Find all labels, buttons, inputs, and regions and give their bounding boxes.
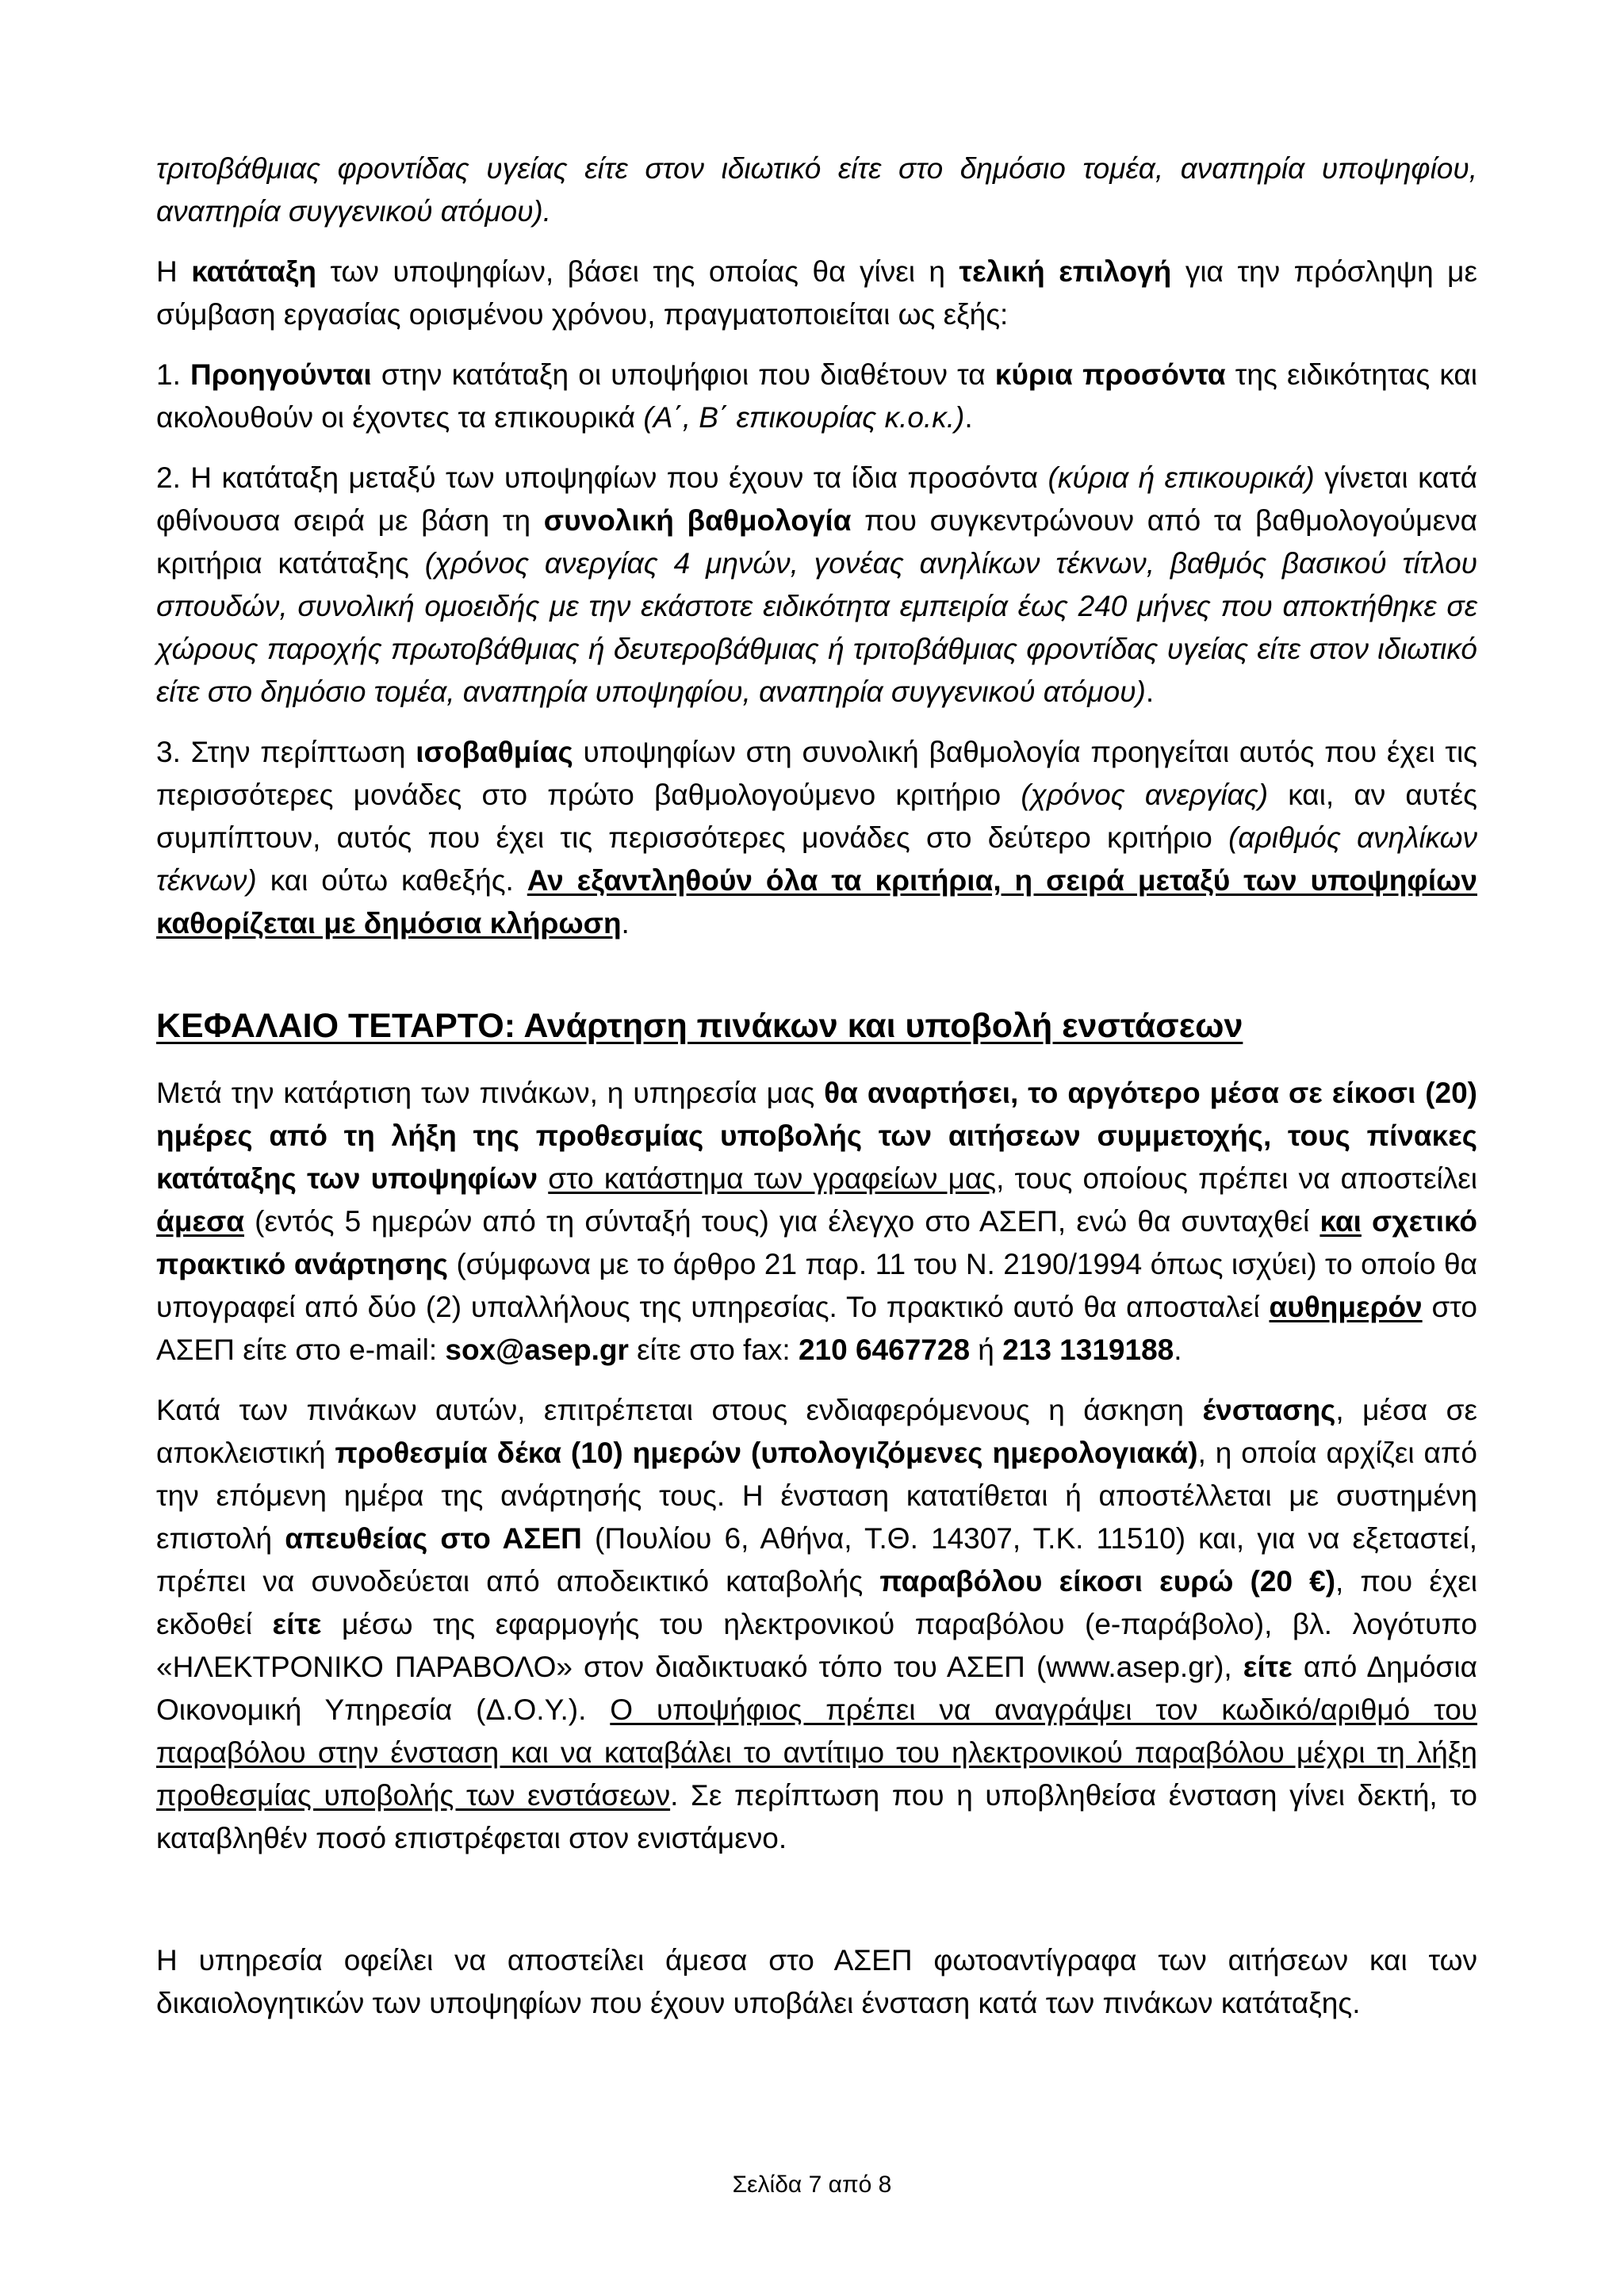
fax-number-1: 210 6467728: [798, 1334, 971, 1366]
fax-number-2: 213 1319188: [1002, 1334, 1174, 1366]
email-address: sox@asep.gr: [445, 1334, 629, 1366]
paragraph-objection: Κατά των πινάκων αυτών, επιτρέπεται στους ενδιαφερόμενους η άσκηση ένστασης, μέσα σε αποκλειστική προθεσμία δέκα (10) ημερών (υπολογιζόμενες ημερολογιακά), η οποία αρχίζει από την επόμενη ημέρα της ανάρτησής τους. Η ένσταση κατατίθεται ή αποστέλλεται με συστημένη επιστολή απευθείας στο ΑΣΕΠ (Πουλίου 6, Αθήνα, Τ.Θ. 14307, Τ.Κ. 11510) και, για να εξεταστεί, πρέπει να συνοδεύεται από αποδεικτικό καταβολής παραβόλου είκοσι ευρώ (20 €), που έχει εκδοθεί είτε μέσω της εφαρμογής του ηλεκτρονικού παραβόλου (e-παράβολο), βλ. λογότυπο «ΗΛΕΚΤΡΟΝΙΚΟ ΠΑΡΑΒΟΛΟ» στον διαδικτυακό τόπο του ΑΣΕΠ (www.asep.gr), είτε από Δημόσια Οικονομική Υπηρεσία (Δ.Ο.Υ.). Ο υποψήφιος πρέπει να αναγράψει τον κωδικό/αριθμό του παραβόλου στην ένσταση και να καταβάλει το αντίτιμο του ηλεκτρονικού παραβόλου μέχρι τη λήξη προθεσμίας υποβολής των ενστάσεων. Σε περίπτωση που η υποβληθείσα ένσταση γίνει δεκτή, το καταβληθέν ποσό επιστρέφεται στον ενιστάμενο.: [156, 1394, 1478, 1854]
paragraph-closing: Η υπηρεσία οφείλει να αποστείλει άμεσα στο ΑΣΕΠ φωτοαντίγραφα των αιτήσεων και των δικαιολογητικών των υποψηφίων που έχουν υποβάλει ένσταση κατά των πινάκων κατάταξης.: [156, 1944, 1477, 2019]
page-number: Σελίδα 7 από 8: [732, 2172, 892, 2198]
chapter-heading: ΚΕΦΑΛΑΙΟ ΤΕΤΑΡΤΟ: Ανάρτηση πινάκων και υποβολή ενστάσεων: [156, 1007, 1243, 1045]
paragraph-rule-1: 1. Προηγούνται στην κατάταξη οι υποψήφιοι που διαθέτουν τα κύρια προσόντα της ειδικότητας και ακολουθούν οι έχοντες τα επικουρικά (Α΄, Β΄ επικουρίας κ.ο.κ.).: [156, 358, 1477, 434]
document-page: [156, 147, 1477, 2025]
paragraph-rule-2: 2. Η κατάταξη μεταξύ των υποψηφίων που έχουν τα ίδια προσόντα (κύρια ή επικουρικά) γίνεται κατά φθίνουσα σειρά με βάση τη συνολική βαθμολογία που συγκεντρώνουν από τα βαθμολογούμενα κριτήρια κατάταξης (χρόνος ανεργίας 4 μηνών, γονέας ανηλίκων τέκνων, βαθμός βασικού τίτλου σπουδών, συνολική ομοειδής με την εκάστοτε ειδικότητα εμπειρία έως 240 μήνες που αποκτήθηκε σε χώρους παροχής πρωτοβάθμιας ή δευτεροβάθμιας ή τριτοβάθμιας φροντίδας υγείας είτε στον ιδιωτικό είτε στο δημόσιο τομέα, αναπηρία υποψηφίου, αναπηρία συγγενικού ατόμου).: [156, 461, 1478, 708]
paragraph-posting: Μετά την κατάρτιση των πινάκων, η υπηρεσία μας θα αναρτήσει, το αργότερο μέσα σε είκοσι (20) ημέρες από τη λήξη της προθεσμίας υποβολής των αιτήσεων συμμετοχής, τους πίνακες κατάταξης των υποψηφίων στο κατάστημα των γραφείων μας, τους οποίους πρέπει να αποστείλει άμεσα (εντός 5 ημερών από τη σύνταξή τους) για έλεγχο στο ΑΣΕΠ, ενώ θα συνταχθεί και σχετικό πρακτικό ανάρτησης (σύμφωνα με το άρθρο 21 παρ. 11 του Ν. 2190/1994 όπως ισχύει) το οποίο θα υπογραφεί από δύο (2) υπαλλήλους της υπηρεσίας. Το πρακτικό αυτό θα αποσταλεί αυθημερόν στο ΑΣΕΠ είτε στο e-mail: sox@asep.gr είτε στο fax: 210 6467728 ή 213 1319188.: [156, 1077, 1477, 1366]
paragraph-rule-3: 3. Στην περίπτωση ισοβαθμίας υποψηφίων στη συνολική βαθμολογία προηγείται αυτός που έχει τις περισσότερες μονάδες στο πρώτο βαθμολογούμενο κριτήριο (χρόνος ανεργίας) και, αν αυτές συμπίπτουν, αυτός που έχει τις περισσότερες μονάδες στο δεύτερο κριτήριο (αριθμός ανηλίκων τέκνων) και ούτω καθεξής. Αν εξαντληθούν όλα τα κριτήρια, η σειρά μεταξύ των υποψηφίων καθορίζεται με δημόσια κλήρωση.: [156, 736, 1478, 939]
paragraph-ranking-intro: Η κατάταξη των υποψηφίων, βάσει της οποίας θα γίνει η τελική επιλογή για την πρόσληψη με σύμβαση εργασίας ορισμένου χρόνου, πραγματοποιείται ως εξής:: [156, 255, 1478, 331]
paragraph-continuation: τριτοβάθμιας φροντίδας υγείας είτε στον ιδιωτικό είτε στο δημόσιο τομέα, αναπηρία υποψηφίου, αναπηρία συγγενικού ατόμου).: [156, 152, 1477, 228]
